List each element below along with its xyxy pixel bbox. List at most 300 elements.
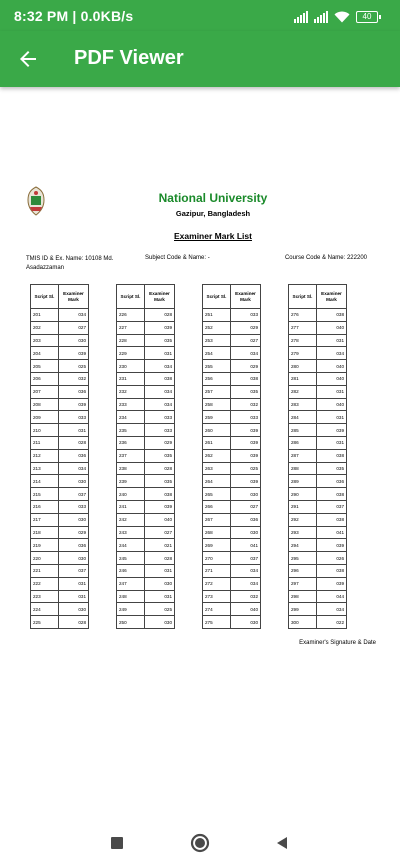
table-row [203,513,261,526]
table-row [289,321,347,334]
script-number: 290 [289,488,317,501]
examiner-mark: 035 [145,449,175,462]
back-icon[interactable] [275,836,289,850]
table-row [117,347,175,360]
table-row [203,436,261,449]
table-row [289,385,347,398]
examiner-mark: 031 [317,411,347,424]
examiner-mark: 033 [145,424,175,437]
examiner-mark: 038 [145,372,175,385]
examiner-mark: 038 [317,564,347,577]
script-number: 201 [31,309,59,322]
table-row [117,616,175,629]
table-row [289,577,347,590]
table-row [203,398,261,411]
signal-icon [294,11,308,23]
table-row [31,372,89,385]
table-row [31,436,89,449]
examiner-mark: 026 [317,552,347,565]
table-row [31,577,89,590]
examiner-mark: 035 [231,385,261,398]
script-number: 282 [289,385,317,398]
examiner-mark: 029 [59,526,89,539]
table-row [203,411,261,424]
examiner-mark: 031 [145,590,175,603]
table-row [117,334,175,347]
table-row [203,372,261,385]
examiner-mark: 031 [317,334,347,347]
script-number: 235 [117,424,145,437]
table-row [117,577,175,590]
examiner-mark: 031 [317,436,347,449]
script-number: 254 [203,347,231,360]
script-number: 284 [289,411,317,424]
table-row [203,526,261,539]
table-row [31,411,89,424]
table-row [289,539,347,552]
script-number: 222 [31,577,59,590]
table-row [117,590,175,603]
examiner-mark: 030 [59,603,89,616]
examiner-mark: 040 [145,513,175,526]
examiner-mark: 031 [317,385,347,398]
table-row [289,500,347,513]
examiner-mark: 037 [59,488,89,501]
table-row [289,603,347,616]
script-number: 285 [289,424,317,437]
table-row [289,475,347,488]
table-row [31,488,89,501]
script-number: 286 [289,436,317,449]
table-row [117,411,175,424]
table-row [31,616,89,629]
examiner-mark: 030 [231,488,261,501]
table-row [117,552,175,565]
script-number: 206 [31,372,59,385]
script-number: 221 [31,564,59,577]
mark-table-1 [30,284,89,629]
table-row [289,526,347,539]
table-row [289,616,347,629]
table-row [117,360,175,373]
script-number: 292 [289,513,317,526]
examiner-mark: 033 [59,411,89,424]
script-header: Script Sl. [289,285,317,309]
examiner-mark: 030 [59,513,89,526]
examiner-mark: 022 [317,616,347,629]
mark-table-3 [202,284,261,629]
script-number: 244 [117,539,145,552]
table-row [31,385,89,398]
table-row [31,424,89,437]
wifi-icon [334,11,350,23]
table-row [117,539,175,552]
examiner-mark: 025 [59,360,89,373]
script-number: 263 [203,462,231,475]
table-row [203,616,261,629]
table-row [117,372,175,385]
table-row [31,321,89,334]
mark-header: Examiner Mark [317,285,347,309]
examiner-mark: 027 [59,321,89,334]
script-number: 238 [117,462,145,475]
examiner-mark: 031 [59,590,89,603]
script-number: 261 [203,436,231,449]
examiner-mark: 040 [317,360,347,373]
battery-icon [356,11,378,23]
script-number: 240 [117,488,145,501]
script-number: 259 [203,411,231,424]
examiner-mark: 038 [317,449,347,462]
script-number: 245 [117,552,145,565]
examiner-mark: 031 [59,577,89,590]
table-row [203,564,261,577]
script-number: 255 [203,360,231,373]
examiner-mark: 028 [145,309,175,322]
script-header: Script Sl. [117,285,145,309]
table-row [31,398,89,411]
script-number: 266 [203,500,231,513]
table-row [203,552,261,565]
examiner-mark: 031 [59,424,89,437]
examiner-mark: 032 [231,398,261,411]
script-number: 215 [31,488,59,501]
examiner-mark: 034 [59,462,89,475]
table-row [289,347,347,360]
examiner-mark: 027 [231,500,261,513]
script-number: 233 [117,398,145,411]
script-number: 208 [31,398,59,411]
table-row [203,449,261,462]
script-number: 239 [117,475,145,488]
table-row [31,526,89,539]
table-row [31,513,89,526]
script-number: 250 [117,616,145,629]
script-number: 297 [289,577,317,590]
examiner-mark: 038 [317,488,347,501]
examiner-mark: 031 [145,564,175,577]
examiner-mark: 030 [59,334,89,347]
script-number: 231 [117,372,145,385]
examiner-mark: 034 [145,385,175,398]
script-number: 209 [31,411,59,424]
script-number: 300 [289,616,317,629]
examiner-mark: 039 [231,436,261,449]
script-number: 213 [31,462,59,475]
script-number: 220 [31,552,59,565]
script-number: 236 [117,436,145,449]
script-number: 207 [31,385,59,398]
examiner-mark: 041 [317,526,347,539]
table-row [31,500,89,513]
script-number: 217 [31,513,59,526]
table-row [289,513,347,526]
examiner-mark: 025 [231,462,261,475]
table-row [289,360,347,373]
examiner-mark: 038 [145,488,175,501]
examiner-mark: 039 [59,347,89,360]
examiner-mark: 036 [231,513,261,526]
script-number: 205 [31,360,59,373]
script-number: 249 [117,603,145,616]
script-number: 216 [31,500,59,513]
table-row [31,449,89,462]
examiner-mark: 030 [145,616,175,629]
examiner-mark: 034 [231,577,261,590]
table-row [289,372,347,385]
examiner-mark: 039 [59,398,89,411]
battery-level: 40 [362,12,372,21]
table-row [117,475,175,488]
table-row [203,475,261,488]
script-number: 243 [117,526,145,539]
examiner-mark: 034 [231,347,261,360]
home-icon[interactable] [190,833,210,853]
script-number: 247 [117,577,145,590]
script-number: 293 [289,526,317,539]
examiner-mark: 029 [145,436,175,449]
table-row [203,500,261,513]
table-row [289,552,347,565]
examiner-mark: 034 [145,398,175,411]
page-title: PDF Viewer [74,47,184,69]
script-number: 265 [203,488,231,501]
script-number: 274 [203,603,231,616]
examiner-mark: 038 [317,309,347,322]
table-row [31,564,89,577]
recents-icon[interactable] [111,837,123,849]
examiner-mark: 037 [59,564,89,577]
examiner-mark: 032 [231,590,261,603]
script-number: 294 [289,539,317,552]
examiner-mark: 037 [231,552,261,565]
examiner-mark: 034 [317,603,347,616]
script-number: 212 [31,449,59,462]
script-number: 237 [117,449,145,462]
script-number: 248 [117,590,145,603]
script-number: 283 [289,398,317,411]
script-number: 226 [117,309,145,322]
status-icons [294,9,378,23]
script-number: 272 [203,577,231,590]
script-number: 251 [203,309,231,322]
table-row [203,603,261,616]
examiner-mark: 033 [231,309,261,322]
examiner-mark: 030 [59,475,89,488]
back-arrow-icon[interactable] [16,47,40,71]
table-row [117,436,175,449]
examiner-mark: 028 [59,436,89,449]
table-row [289,424,347,437]
table-row [203,488,261,501]
examiner-mark: 040 [231,603,261,616]
table-row [117,513,175,526]
examiner-mark: 040 [317,321,347,334]
script-number: 224 [31,603,59,616]
script-number: 232 [117,385,145,398]
table-row [289,590,347,603]
script-number: 228 [117,334,145,347]
script-number: 291 [289,500,317,513]
examiner-mark: 037 [317,500,347,513]
table-row [31,360,89,373]
examiner-mark: 039 [317,424,347,437]
table-row [117,321,175,334]
table-row [203,334,261,347]
table-row [289,334,347,347]
mark-header: Examiner Mark [231,285,261,309]
script-number: 262 [203,449,231,462]
table-row [203,321,261,334]
table-row [289,309,347,322]
script-number: 242 [117,513,145,526]
script-number: 204 [31,347,59,360]
examiner-mark: 033 [231,411,261,424]
script-number: 260 [203,424,231,437]
examiner-mark: 035 [145,475,175,488]
script-number: 214 [31,475,59,488]
examiner-mark: 039 [231,424,261,437]
script-header: Script Sl. [203,285,231,309]
table-row [31,590,89,603]
table-row [203,424,261,437]
examiner-mark: 030 [145,577,175,590]
examiner-mark: 027 [231,334,261,347]
app-bar [0,31,400,87]
script-number: 295 [289,552,317,565]
table-row [117,385,175,398]
script-number: 279 [289,347,317,360]
table-row [289,398,347,411]
examiner-mark: 021 [145,539,175,552]
examiner-mark: 039 [317,577,347,590]
table-row [289,449,347,462]
tmis-info: TMIS ID & Ex. Name: 10108 Md. Asadazzaman [26,256,114,271]
status-time: 8:32 PM | 0.0KB/s [14,8,134,24]
signature-label: Examiner's Signature & Date [299,640,376,646]
table-row [117,424,175,437]
script-number: 267 [203,513,231,526]
examiner-mark: 030 [231,526,261,539]
script-number: 268 [203,526,231,539]
table-row [289,436,347,449]
script-number: 258 [203,398,231,411]
script-number: 276 [289,309,317,322]
script-number: 219 [31,539,59,552]
examiner-mark: 035 [145,334,175,347]
script-number: 281 [289,372,317,385]
examiner-mark: 030 [231,616,261,629]
table-row [117,462,175,475]
examiner-mark: 044 [317,590,347,603]
table-row [117,449,175,462]
course-info: Course Code & Name: 222200 [284,255,367,261]
table-row [289,564,347,577]
table-row [31,539,89,552]
examiner-mark: 039 [231,449,261,462]
script-number: 271 [203,564,231,577]
table-row [117,488,175,501]
table-row [31,347,89,360]
script-number: 287 [289,449,317,462]
script-number: 230 [117,360,145,373]
examiner-mark: 030 [59,552,89,565]
examiner-mark: 033 [145,411,175,424]
table-row [203,539,261,552]
script-number: 211 [31,436,59,449]
script-number: 269 [203,539,231,552]
examiner-mark: 036 [59,539,89,552]
script-number: 280 [289,360,317,373]
table-row [31,603,89,616]
table-row [31,552,89,565]
examiner-mark: 034 [317,347,347,360]
table-row [117,526,175,539]
examiner-mark: 038 [231,372,261,385]
mark-header: Examiner Mark [145,285,175,309]
examiner-mark: 036 [59,449,89,462]
table-row [203,462,261,475]
script-number: 223 [31,590,59,603]
university-name: National University [158,191,268,205]
script-number: 229 [117,347,145,360]
examiner-mark: 029 [231,360,261,373]
table-row [203,309,261,322]
script-number: 298 [289,590,317,603]
script-number: 241 [117,500,145,513]
script-number: 270 [203,552,231,565]
script-number: 275 [203,616,231,629]
table-row [117,603,175,616]
table-row [203,385,261,398]
script-number: 289 [289,475,317,488]
signal-2-icon [314,11,328,23]
examiner-mark: 036 [317,475,347,488]
table-row [31,334,89,347]
examiner-mark: 027 [145,526,175,539]
examiner-mark: 039 [231,475,261,488]
script-number: 234 [117,411,145,424]
examiner-mark: 033 [59,500,89,513]
table-row [31,475,89,488]
script-number: 299 [289,603,317,616]
examiner-mark: 038 [317,513,347,526]
script-number: 252 [203,321,231,334]
examiner-mark: 031 [145,347,175,360]
script-number: 288 [289,462,317,475]
examiner-mark: 028 [145,462,175,475]
examiner-mark: 032 [59,372,89,385]
examiner-mark: 040 [317,372,347,385]
examiner-mark: 034 [59,309,89,322]
script-number: 256 [203,372,231,385]
table-row [117,564,175,577]
examiner-mark: 039 [317,539,347,552]
script-number: 210 [31,424,59,437]
script-number: 296 [289,564,317,577]
script-number: 253 [203,334,231,347]
script-number: 246 [117,564,145,577]
examiner-mark: 040 [317,398,347,411]
examiner-mark: 029 [231,321,261,334]
script-number: 273 [203,590,231,603]
status-bar [0,0,400,31]
mark-table-2 [116,284,175,629]
examiner-mark: 039 [145,500,175,513]
script-number: 203 [31,334,59,347]
table-row [31,309,89,322]
examiner-mark: 035 [317,462,347,475]
